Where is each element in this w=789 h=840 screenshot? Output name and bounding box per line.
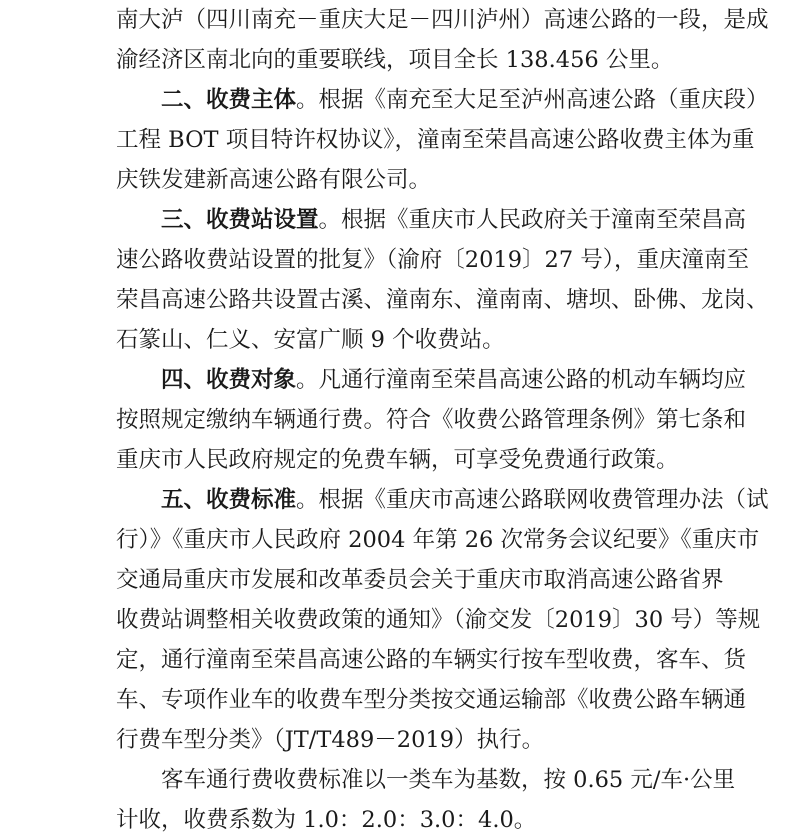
section-heading-fee-entity: 二、收费主体 [161,87,297,113]
paragraph-first-line [161,480,769,520]
paragraph-first-line [161,200,747,240]
section-heading-toll-stations: 三、收费站设置 [161,207,319,233]
text-line: 交通局重庆市发展和改革委员会关于重庆市取消高速公路省界 [116,567,724,593]
text-line: 计收，收费系数为 1.0：2.0：3.0：4.0。 [116,807,537,833]
text-line: 行费车型分类》（JT/T489－2019）执行。 [116,727,545,753]
text-line: 定，通行潼南至荣昌高速公路的车辆实行按车型收费，客车、货 [116,647,747,673]
paragraph-first-line [161,360,747,400]
text-line: 收费站调整相关收费政策的通知》（渝交发〔2019〕30 号）等规 [116,607,761,633]
text-span: 。根据《重庆市高速公路联网收费管理办法（试 [296,487,769,513]
text-line: 荣昌高速公路共设置古溪、潼南东、潼南南、塘坝、卧佛、龙岗、 [116,287,769,313]
text-line: 渝经济区南北向的重要联线，项目全长 138.456 公里。 [116,47,674,73]
text-line: 庆铁发建新高速公路有限公司。 [116,167,432,193]
text-line: 工程 BOT 项目特许权协议》，潼南至荣昌高速公路收费主体为重 [116,127,755,153]
text-line: 石篆山、仁义、安富广顺 9 个收费站。 [116,327,505,353]
text-line: 车、专项作业车的收费车型分类按交通运输部《收费公路车辆通 [116,687,747,713]
section-heading-fee-targets: 四、收费对象 [161,367,297,393]
text-span: 。凡通行潼南至荣昌高速公路的机动车辆均应 [296,367,747,393]
text-line: 速公路收费站设置的批复》（渝府〔2019〕27 号），重庆潼南至 [116,247,750,273]
section-heading-fee-standard: 五、收费标准 [161,487,297,513]
text-span: 。根据《南充至大足至泸州高速公路（重庆段） [296,87,769,113]
paragraph-first-line: 客车通行费收费标准以一类车为基数，按 0.65 元/车·公里 [161,767,736,793]
text-span: 。根据《重庆市人民政府关于潼南至荣昌高 [318,207,747,233]
paragraph-first-line [161,80,769,120]
text-line: 行）》《重庆市人民政府 2004 年第 26 次常务会议纪要》《重庆市 [116,527,760,553]
text-line: 南大泸（四川南充－重庆大足－四川泸州）高速公路的一段，是成 [116,7,769,33]
text-line: 按照规定缴纳车辆通行费。符合《收费公路管理条例》第七条和 [116,407,747,433]
text-line: 重庆市人民政府规定的免费车辆，可享受免费通行政策。 [116,447,679,473]
